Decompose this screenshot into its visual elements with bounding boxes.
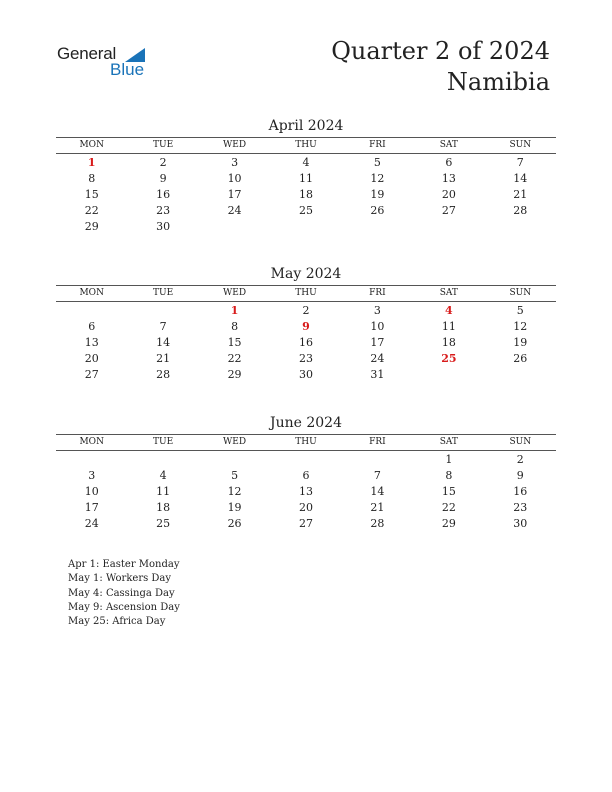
day-cell: 19 (227, 501, 242, 514)
holiday-notes (68, 558, 180, 629)
weekday-label: WED (223, 288, 247, 298)
day-cell: 29 (84, 220, 99, 233)
logo-text-blue: Blue (110, 60, 145, 79)
day-cell: 4 (445, 304, 453, 317)
month-title: June 2024 (269, 415, 342, 431)
week-row (56, 351, 556, 367)
day-cell: 20 (441, 188, 456, 201)
day-cell: 18 (298, 188, 313, 201)
weekday-label: FRI (369, 437, 386, 447)
day-cell: 13 (84, 336, 99, 349)
day-cell: 28 (370, 517, 385, 530)
weekday-label: SUN (509, 437, 532, 447)
day-cell: 16 (513, 485, 528, 498)
day-cell: 5 (516, 304, 524, 317)
day-cell: 29 (441, 517, 456, 530)
day-cell (270, 452, 341, 468)
day-cell: 21 (513, 188, 528, 201)
day-cell: 30 (513, 517, 528, 530)
week-row (56, 155, 556, 171)
day-cell: 25 (441, 352, 457, 365)
day-cell: 9 (516, 469, 524, 482)
day-cell: 8 (88, 172, 96, 185)
day-cell: 23 (298, 352, 313, 365)
day-cell: 20 (298, 501, 313, 514)
week-row (56, 367, 556, 383)
week-row (56, 468, 556, 484)
week-row (56, 319, 556, 335)
day-cell: 3 (231, 156, 239, 169)
week-row (56, 452, 556, 468)
day-cell (199, 219, 270, 235)
month-april (56, 117, 556, 235)
day-cell: 6 (88, 320, 96, 333)
day-cell: 10 (84, 485, 99, 498)
week-row (56, 303, 556, 319)
day-cell: 15 (227, 336, 242, 349)
day-cell: 1 (87, 156, 96, 169)
day-cell (127, 303, 198, 319)
day-cell: 3 (88, 469, 96, 482)
day-cell: 21 (370, 501, 385, 514)
day-cell: 20 (84, 352, 99, 365)
day-cell (485, 367, 556, 383)
day-cell: 19 (370, 188, 385, 201)
day-cell: 27 (298, 517, 313, 530)
weekday-label: THU (295, 437, 317, 447)
weekday-label: FRI (369, 288, 386, 298)
day-cell: 22 (84, 204, 99, 217)
day-cell: 15 (84, 188, 99, 201)
day-cell (270, 219, 341, 235)
day-cell: 24 (227, 204, 242, 217)
day-cell: 19 (513, 336, 528, 349)
month-may (56, 265, 556, 383)
day-cell: 17 (370, 336, 385, 349)
day-cell: 12 (370, 172, 385, 185)
day-cell: 10 (370, 320, 385, 333)
day-cell: 12 (227, 485, 242, 498)
day-cell: 28 (513, 204, 528, 217)
holiday-note: May 9: Ascension Day (68, 601, 180, 613)
day-cell: 2 (302, 304, 310, 317)
week-row (56, 203, 556, 219)
day-cell: 11 (441, 320, 456, 333)
weekday-label: TUE (153, 140, 174, 150)
week-row (56, 171, 556, 187)
weekday-label: THU (295, 288, 317, 298)
weekday-label: MON (79, 437, 104, 447)
day-cell: 9 (302, 320, 310, 333)
week-row (56, 187, 556, 203)
day-cell: 11 (298, 172, 313, 185)
day-cell: 28 (156, 368, 171, 381)
day-cell: 2 (516, 453, 524, 466)
weekday-header-row (56, 137, 556, 154)
holiday-note: Apr 1: Easter Monday (68, 559, 180, 570)
day-cell (342, 452, 413, 468)
day-cell: 27 (441, 204, 456, 217)
day-cell: 31 (370, 368, 385, 381)
weekday-label: FRI (369, 140, 386, 150)
month-june (56, 414, 556, 532)
holiday-note: May 4: Cassinga Day (68, 587, 175, 599)
weekday-label: TUE (153, 437, 174, 447)
day-cell: 14 (513, 172, 528, 185)
day-cell: 1 (230, 304, 239, 317)
weekday-label: SUN (509, 288, 532, 298)
week-row (56, 500, 556, 516)
logo-text-general: General (57, 44, 117, 63)
day-cell: 14 (156, 336, 171, 349)
day-cell: 4 (302, 156, 310, 169)
day-cell: 7 (516, 156, 524, 169)
day-cell: 18 (441, 336, 456, 349)
day-cell: 5 (231, 469, 239, 482)
day-cell: 1 (445, 453, 453, 466)
weekday-label: WED (223, 437, 247, 447)
day-cell: 11 (156, 485, 171, 498)
day-cell: 9 (159, 172, 167, 185)
day-cell: 24 (370, 352, 385, 365)
week-row (56, 219, 556, 235)
page-title (331, 36, 550, 98)
day-cell: 13 (298, 485, 313, 498)
day-cell: 26 (227, 517, 242, 530)
weekday-label: THU (295, 140, 317, 150)
day-cell (127, 452, 198, 468)
day-cell: 6 (302, 469, 310, 482)
holiday-note: May 1: Workers Day (68, 573, 172, 585)
day-cell: 12 (513, 320, 528, 333)
day-cell: 25 (156, 517, 171, 530)
day-cell (485, 219, 556, 235)
day-cell: 22 (441, 501, 456, 514)
day-cell: 16 (298, 336, 313, 349)
day-cell: 7 (159, 320, 167, 333)
day-cell: 3 (373, 304, 381, 317)
day-cell: 23 (156, 204, 171, 217)
day-cell (413, 219, 484, 235)
page-title-quarter: Quarter 2 of 2024 (331, 37, 550, 65)
day-cell (199, 452, 270, 468)
weekday-label: SUN (509, 140, 532, 150)
day-cell: 22 (227, 352, 242, 365)
month-title: April 2024 (268, 118, 344, 134)
weekday-label: MON (79, 288, 104, 298)
weekday-label: TUE (153, 288, 174, 298)
day-cell: 26 (370, 204, 385, 217)
day-cell: 13 (441, 172, 456, 185)
day-cell: 25 (298, 204, 313, 217)
day-cell: 24 (84, 517, 99, 530)
weekday-label: SAT (439, 140, 458, 150)
weekday-label: MON (79, 140, 104, 150)
day-cell: 16 (156, 188, 171, 201)
day-cell: 2 (159, 156, 167, 169)
weekday-label: WED (223, 140, 247, 150)
day-cell: 14 (370, 485, 385, 498)
week-row (56, 516, 556, 532)
day-cell: 17 (84, 501, 99, 514)
weekday-header-row (56, 434, 556, 451)
day-cell: 8 (231, 320, 239, 333)
weekday-label: SAT (439, 288, 458, 298)
day-cell (413, 367, 484, 383)
day-cell: 4 (159, 469, 167, 482)
month-title: May 2024 (270, 266, 342, 282)
day-cell: 27 (84, 368, 99, 381)
weekday-header-row (56, 285, 556, 302)
day-cell: 18 (156, 501, 171, 514)
day-cell (56, 303, 127, 319)
day-cell: 6 (445, 156, 453, 169)
day-cell: 5 (373, 156, 381, 169)
weekday-label: SAT (439, 437, 458, 447)
day-cell: 7 (373, 469, 381, 482)
day-cell: 15 (441, 485, 456, 498)
page-title-country: Namibia (446, 68, 550, 96)
day-cell: 30 (298, 368, 313, 381)
week-row (56, 484, 556, 500)
day-cell: 8 (445, 469, 453, 482)
day-cell: 17 (227, 188, 242, 201)
day-cell: 10 (227, 172, 242, 185)
day-cell: 26 (513, 352, 528, 365)
day-cell (56, 452, 127, 468)
day-cell: 21 (156, 352, 171, 365)
holiday-note: May 25: Africa Day (68, 616, 166, 628)
day-cell: 29 (227, 368, 242, 381)
week-row (56, 335, 556, 351)
day-cell (342, 219, 413, 235)
day-cell: 30 (156, 220, 171, 233)
generalblue-logo (57, 44, 167, 84)
day-cell: 23 (513, 501, 528, 514)
